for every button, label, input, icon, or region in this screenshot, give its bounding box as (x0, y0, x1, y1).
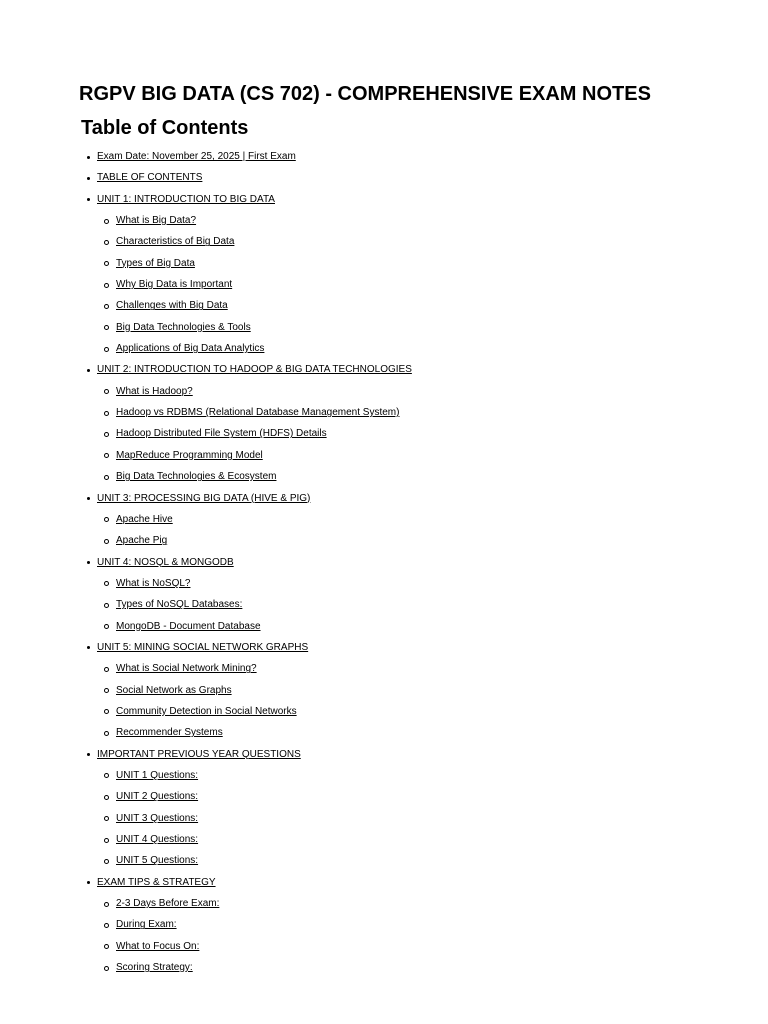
toc-subsection-item (0, 914, 768, 935)
toc-link[interactable]: Characteristics of Big Data (116, 236, 235, 248)
bullet-circle-icon (104, 347, 109, 352)
toc-link[interactable]: UNIT 4: NOSQL & MONGODB (97, 556, 234, 568)
bullet-circle-icon (104, 838, 109, 843)
toc-subsection-item (0, 722, 768, 743)
toc-link[interactable]: UNIT 3 Questions: (116, 812, 199, 824)
toc-link[interactable]: Hadoop Distributed File System (HDFS) Details (116, 428, 327, 440)
toc-section-item (0, 167, 768, 188)
bullet-disc-icon (87, 156, 90, 159)
toc-subsection-item (0, 616, 768, 637)
bullet-circle-icon (104, 325, 109, 330)
toc-link[interactable]: During Exam: (116, 919, 177, 931)
toc-link[interactable]: MongoDB - Document Database (116, 620, 261, 632)
toc-link[interactable]: UNIT 4 Questions: (116, 834, 199, 845)
toc-link[interactable]: Recommender Systems (116, 727, 223, 739)
toc-link[interactable]: Applications of Big Data Analytics (116, 343, 265, 355)
toc-link[interactable]: IMPORTANT PREVIOUS YEAR QUESTIONS (97, 748, 301, 760)
bullet-disc-icon (87, 646, 90, 649)
bullet-circle-icon (104, 475, 109, 480)
toc-subsection-item (0, 402, 768, 423)
toc-link[interactable]: What is NoSQL? (116, 577, 191, 589)
bullet-circle-icon (104, 453, 109, 458)
bullet-circle-icon (104, 709, 109, 714)
bullet-circle-icon (104, 795, 109, 800)
toc-subsection-item (0, 893, 768, 914)
bullet-circle-icon (104, 304, 109, 309)
toc-subsection-item (0, 786, 768, 807)
toc-link[interactable]: UNIT 5: MINING SOCIAL NETWORK GRAPHS (97, 641, 309, 653)
toc-subsection-item (0, 423, 768, 444)
toc-link[interactable]: What to Focus On: (116, 940, 200, 952)
bullet-disc-icon (87, 497, 90, 500)
toc-section-item (0, 359, 768, 380)
toc-subsection-item (0, 765, 768, 786)
toc-subsection-item (0, 658, 768, 679)
toc-link[interactable]: EXAM TIPS & STRATEGY (97, 876, 216, 888)
toc-subsection-item (0, 808, 768, 829)
toc-section-item (0, 637, 768, 658)
toc-subsection-item (0, 253, 768, 274)
toc-subsection-item (0, 317, 768, 338)
toc-subsection-item (0, 573, 768, 594)
bullet-disc-icon (87, 369, 90, 372)
toc-subsection-item (0, 680, 768, 701)
toc-link[interactable]: UNIT 3: PROCESSING BIG DATA (HIVE & PIG) (97, 492, 311, 504)
toc-link[interactable]: Challenges with Big Data (116, 300, 228, 312)
bullet-circle-icon (104, 944, 109, 949)
toc-section-item (0, 872, 768, 893)
toc-subsection-item (0, 936, 768, 957)
toc-subsection-item (0, 295, 768, 316)
toc-link[interactable]: Apache Pig (116, 535, 168, 547)
toc-subsection-item (0, 850, 768, 871)
toc-subsection-item (0, 445, 768, 466)
toc-link[interactable]: UNIT 1: INTRODUCTION TO BIG DATA (97, 193, 275, 205)
toc-section-item (0, 146, 768, 167)
bullet-circle-icon (104, 539, 109, 544)
toc-section-item (0, 744, 768, 765)
toc-subsection-item (0, 231, 768, 252)
document-title: RGPV BIG DATA (CS 702) - COMPREHENSIVE EXAM NOTES (79, 83, 651, 105)
bullet-disc-icon (87, 753, 90, 756)
toc-link[interactable]: What is Hadoop? (116, 385, 193, 397)
toc-subsection-item (0, 210, 768, 231)
table-of-contents (0, 146, 768, 978)
toc-link[interactable]: 2-3 Days Before Exam: (116, 898, 220, 910)
toc-link[interactable]: Types of Big Data (116, 257, 195, 269)
toc-subsection-item (0, 466, 768, 487)
toc-section-item (0, 552, 768, 573)
toc-subsection-item (0, 701, 768, 722)
bullet-disc-icon (87, 561, 90, 564)
bullet-circle-icon (104, 411, 109, 416)
toc-link[interactable]: Social Network as Graphs (116, 684, 232, 696)
toc-link[interactable]: Hadoop vs RDBMS (Relational Database Management System) (116, 407, 400, 419)
toc-link[interactable]: Scoring Strategy: (116, 962, 193, 974)
toc-link[interactable]: Community Detection in Social Networks (116, 705, 297, 717)
toc-link[interactable]: What is Social Network Mining? (116, 663, 257, 675)
toc-heading: Table of Contents (81, 117, 249, 139)
toc-subsection-item (0, 829, 768, 850)
bullet-circle-icon (104, 432, 109, 437)
bullet-circle-icon (104, 688, 109, 693)
toc-link[interactable]: Big Data Technologies & Ecosystem (116, 471, 277, 483)
bullet-circle-icon (104, 902, 109, 907)
bullet-circle-icon (104, 581, 109, 586)
bullet-circle-icon (104, 219, 109, 224)
bullet-circle-icon (104, 923, 109, 928)
bullet-circle-icon (104, 731, 109, 736)
bullet-circle-icon (104, 624, 109, 629)
bullet-circle-icon (104, 517, 109, 522)
toc-section-item (0, 189, 768, 210)
bullet-circle-icon (104, 773, 109, 778)
toc-subsection-item (0, 957, 768, 978)
toc-link[interactable]: TABLE OF CONTENTS (97, 172, 203, 184)
bullet-circle-icon (104, 389, 109, 394)
bullet-circle-icon (104, 667, 109, 672)
toc-section-item (0, 488, 768, 509)
toc-link[interactable]: MapReduce Programming Model (116, 449, 263, 461)
toc-subsection-item (0, 381, 768, 402)
bullet-circle-icon (104, 603, 109, 608)
toc-link[interactable]: UNIT 5 Questions: (116, 855, 199, 867)
bullet-circle-icon (104, 240, 109, 245)
toc-link[interactable]: UNIT 2: INTRODUCTION TO HADOOP & BIG DATA TECHNOLOGIES (97, 364, 412, 376)
toc-link[interactable]: Why Big Data is Important (116, 279, 233, 291)
bullet-disc-icon (87, 177, 90, 180)
toc-subsection-item (0, 338, 768, 359)
toc-link[interactable]: Exam Date: November 25, 2025 | First Exam (97, 151, 296, 162)
toc-link[interactable]: Big Data Technologies & Tools (116, 321, 251, 333)
toc-link[interactable]: UNIT 2 Questions: (116, 791, 199, 803)
toc-link[interactable]: What is Big Data? (116, 215, 197, 227)
bullet-disc-icon (87, 881, 90, 884)
toc-subsection-item (0, 509, 768, 530)
toc-subsection-item (0, 594, 768, 615)
bullet-circle-icon (104, 261, 109, 266)
bullet-circle-icon (104, 283, 109, 288)
bullet-circle-icon (104, 859, 109, 864)
toc-subsection-item (0, 530, 768, 551)
bullet-circle-icon (104, 816, 109, 821)
toc-link[interactable]: Types of NoSQL Databases: (116, 599, 243, 611)
bullet-disc-icon (87, 198, 90, 201)
bullet-circle-icon (104, 966, 109, 971)
toc-link[interactable]: Apache Hive (116, 513, 173, 525)
toc-subsection-item (0, 274, 768, 295)
toc-link[interactable]: UNIT 1 Questions: (116, 769, 199, 781)
